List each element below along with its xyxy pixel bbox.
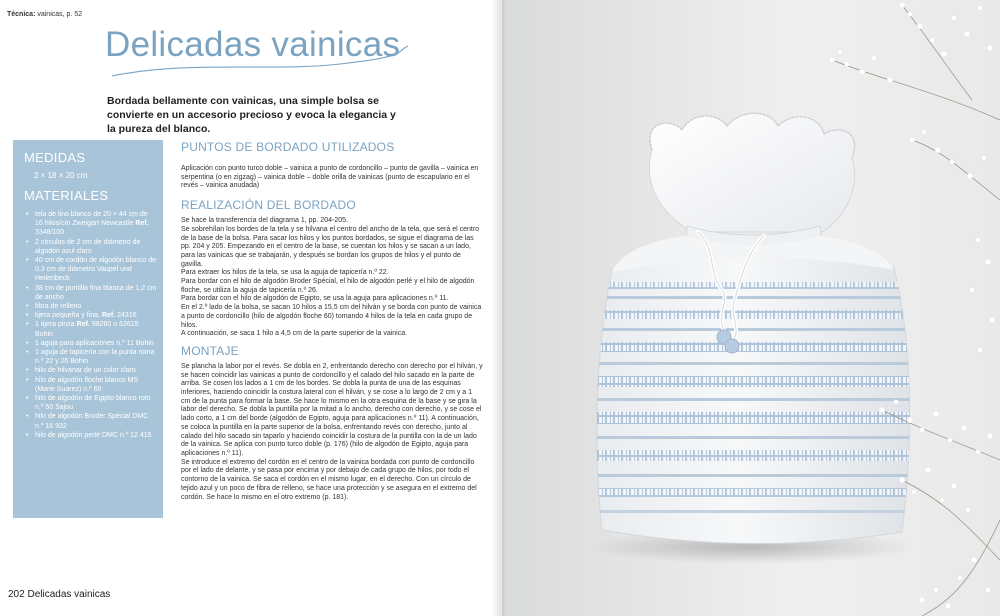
intro-paragraph: Bordada bellamente con vainicas, una simple bolsa se convierte en un accesorio precioso y evoca la elegancia y la pureza del blanco. xyxy=(107,95,396,135)
paragraph: Se sobrehílan los bordes de la tela y se hilvana el centro del ancho de la tela, que será el centro de la base de la bolsa. Para sacar los hilos y los puntos bordados, se sigue el diagrama de las pp. 204 y 205. Empezando en el centro de la base, se cuentan los hilos y se sacan a un lado, para las vainicas que se trabajarán, y después se bordan los grupos de hilos y el punto de gavilla. xyxy=(181,225,480,268)
list-item: • hilo de algodón perlé DMC n.º 12 415 xyxy=(35,431,157,440)
embroidered-bag-image xyxy=(502,0,1000,616)
list-item: • 1 tijera pinza Ref. 98260 o 62615 Bohin xyxy=(35,320,157,338)
technique-label: Técnica: xyxy=(7,11,36,18)
product-photo xyxy=(502,0,1000,616)
paragraph: Se plancha la labor por el revés. Se dobla en 2, enfrentando derecho con derecho por el hilván, y se hacen coincidir las vainicas a punto de cordoncillo y el calado del hilo sacado en la parte de arriba. Se cosen los lados a 1 cm de los bordes. Se dobla la punta de una de las esquinas inferiores, haciendo coincidir la costura lateral con el hilván, y se cose a lo largo de 2 cm y a 1 cm de la punta para formar la base. Se hace lo mismo en la otra esquina de la base y se gira la labor del derecho. Se dobla la puntilla por la mitad a lo ancho, derecho con derecho, y se cose el lado corto, a 1 cm del borde (algodón de Egipto, aguja para aplicaciones n.º 11). A continuación, se coloca la puntilla en la parte superior de la bolsa, enfrentando revés con derecho, junto al calado del hilo sacado sin taparlo y haciendo coincidir la costura de la puntilla con la de un lado de la vainica. Se aplica con punto turco doble (p. 176) (hilo de algodón de Egipto, aguja para aplicaciones n.º 11). xyxy=(181,362,483,457)
list-item: • 1 aguja para aplicaciones n.º 11 Bohin xyxy=(35,339,157,348)
section-heading-realizacion: REALIZACIÓN DEL BORDADO xyxy=(181,198,356,213)
materials-list xyxy=(13,210,163,440)
list-item: • fibra de relleno xyxy=(35,302,157,311)
paragraph: Para bordar con el hilo de algodón de Egipto, se usa la aguja para aplicaciones n.º 11. xyxy=(181,295,449,303)
materiales-heading: MATERIALES xyxy=(24,188,109,203)
paragraph: A continuación, se saca 1 hilo a 4,5 cm de la parte superior de la vainica. xyxy=(181,330,408,338)
list-item: • hilo de algodón de Egipto blanco roto n.º 50 Sajou xyxy=(35,394,157,412)
page-title: Delicadas vainicas xyxy=(105,25,401,64)
materials-sidebar xyxy=(13,140,163,518)
list-item: • 40 cm de cordón de algodón blanco de 0,3 cm de diámetro Vaupel und Heilenbeck xyxy=(35,256,157,284)
list-item: • hilo de algodón floche blanco MS (Marie Suarez) n.º 60 xyxy=(35,376,157,394)
section-heading-montaje: MONTAJE xyxy=(181,343,239,358)
book-gutter-shadow xyxy=(492,0,506,616)
list-item: • hilo de hilvanar de un color claro xyxy=(35,366,157,375)
medidas-value: 2 × 18 × 20 cm xyxy=(34,171,88,180)
list-item: • tela de lino blanco de 20 × 44 cm de 16 hilos/cm Zweigart Newcastle Ref. 3348/100 xyxy=(35,210,157,238)
list-item: • hilo de algodón Broder Spécial DMC n.º 16 932 xyxy=(35,412,157,430)
title-swoosh-decoration xyxy=(110,42,410,82)
paragraph: Aplicación con punto turco doble – vainica a punto de cordoncillo – punto de gavilla – vainica en serpentina (o en zigzag) – vainica doble – doble orilla de vainicas (punto de escapulario en el revés – vainica anudada) xyxy=(181,165,479,190)
footer-section-title: Delicadas vainicas xyxy=(27,589,111,600)
instructions-column xyxy=(181,140,483,502)
page-number: 202 xyxy=(8,589,25,600)
page-footer xyxy=(8,589,110,600)
medidas-heading: MEDIDAS xyxy=(24,150,86,165)
paragraph: Para bordar con el hilo de algodón Broder Spécial, el hilo de algodón perlé y el hilo de algodón floche, se utiliza la aguja de tapicería n.º 26. xyxy=(181,278,475,294)
paragraph: Se hace la transferencia del diagrama 1, pp. 204-205. xyxy=(181,217,348,225)
list-item: • 2 círculos de 2 cm de diámetro de algodón azul claro xyxy=(35,238,157,256)
paragraph: Se introduce el extremo del cordón en el centro de la vainica bordada con punto de cordoncillo por el lado de delante, y se pasa por encima y por debajo de cada grupo de hilos, por todo el contorno de la vainica. Se saca el cordón en el mismo lugar, en el derecho. Con un círculo de tejido azul y un poco de fibra de relleno, se hace una protección y se asegura en el extremo del cordón. Se hace lo mismo en el otro extremo (p. 181). xyxy=(181,458,477,501)
section-heading-puntos: PUNTOS DE BORDADO UTILIZADOS xyxy=(181,140,395,154)
list-item: • 38 cm de puntilla fina blanca de 1,2 cm de ancho xyxy=(35,284,157,302)
paragraph: Para extraer los hilos de la tela, se usa la aguja de tapicería n.º 22. xyxy=(181,269,389,277)
paragraph: En el 2.º lado de la bolsa, se sacan 10 hilos a 15,5 cm del hilván y se borda con punto de vainica a punto de cordoncillo (hilo de algodón floche 60) tomando 4 hilos de la tela en cada grupo de hilos. xyxy=(181,304,482,329)
technique-value: vainicas, p. 52 xyxy=(37,11,83,18)
list-item: • 1 aguja de tapicería con la punta roma n.º 22 y 26 Bohin xyxy=(35,348,157,366)
list-item: • tijera pequeña y fina, Ref. 24316 xyxy=(35,311,157,320)
technique-reference xyxy=(7,11,82,18)
